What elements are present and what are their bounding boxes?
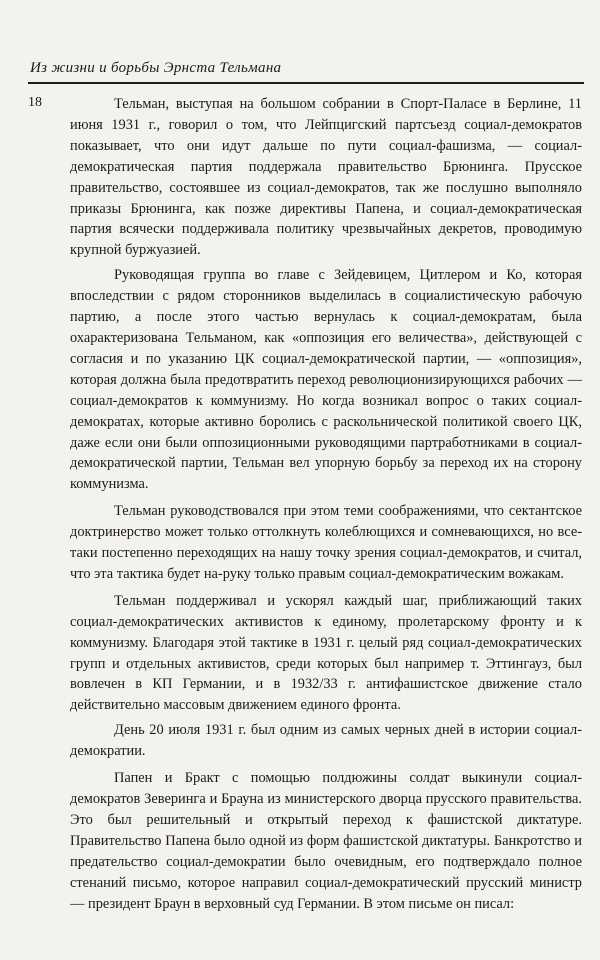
paragraph: Тельман руководствовался при этом теми соображениями, что сектантское доктринерство может только оттолкнуть колеблющихся и сомневающихся, но все-таки постепенно переходящих на нашу точку зрения социал-демократов, и считал, что эта тактика будет на-руку только правым социал-демократическим вожакам. [70, 503, 582, 582]
paragraph: Тельман, выступая на большом собрании в Спорт-Паласе в Берлине, 11 июня 1931 г., говорил о том, что Лейпцигский партсъезд социал-демократов показывает, что они идут дальше по пути социал-фашизма, — социал-демократическая партия поддержала правительство Брюнинга. Прусское правительство, состоявшее из социал-демократов, так же послушно выполняло приказы Брюнинга, как позже директивы Папена, и социал-демократическая партия всячески поддерживала политику чрезвычайных декретов, проводимую крупной буржуазией. [70, 96, 582, 259]
body-text [70, 94, 582, 918]
paragraph: Папен и Бракт с помощью полдюжины солдат выкинули социал-демократов Зеверинга и Брауна из министерского дворца прусского правительства. Это был решительный и открытый переход к фашистской диктатуре. Правительство Папена было одной из форм фашистской диктатуры. Банкротство и предательство социал-демократии было очевидным, его подтверждало полное стенаний письмо, которое направил социал-демократический прусский министр — президент Браун в верховный суд Германии. В этом письме он писал: [70, 770, 582, 912]
running-title: Из жизни и борьбы Эрнста Тельмана [30, 60, 282, 76]
page-number: 18 [28, 95, 42, 110]
paragraph: Тельман поддерживал и ускорял каждый шаг, приближающий таких социал-демократических активистов к единому, пролетарскому фронту и к коммунизму. Благодаря этой тактике в 1931 г. целый ряд социал-демократических групп и отдельных активистов, среди которых был например т. Эттингауз, был вовлечен в КП Германии, и в 1932/33 г. антифашистское движение стало действительно массовым движением единого фронта. [70, 592, 582, 714]
header-rule [28, 82, 584, 84]
paragraph: День 20 июля 1931 г. был одним из самых черных дней в истории социал-демократии. [70, 722, 582, 760]
paragraph: Руководящая группа во главе с Зейдевицем, Цитлером и Ко, которая впоследствии с рядом сторонников выделилась в социалистическую рабочую партию, а после этого частью вернулась к социал-демократам, была охарактеризована Тельманом, как «оппозиция его величества», действующей с согласия и по указанию ЦК социал-демократической партии, — «оппозиция», которая должна была предотвратить переход революционизирующихся рабочих — социал-демократов к коммунизму. Но когда возникал вопрос о таких социал-демократах, которые активно боролись с раскольнической политикой своего ЦК, даже если они были оппозиционными руководящими партработниками в социал-демократической партии, Тельман вел упорную борьбу за переход их на сторону коммунизма. [70, 267, 582, 493]
